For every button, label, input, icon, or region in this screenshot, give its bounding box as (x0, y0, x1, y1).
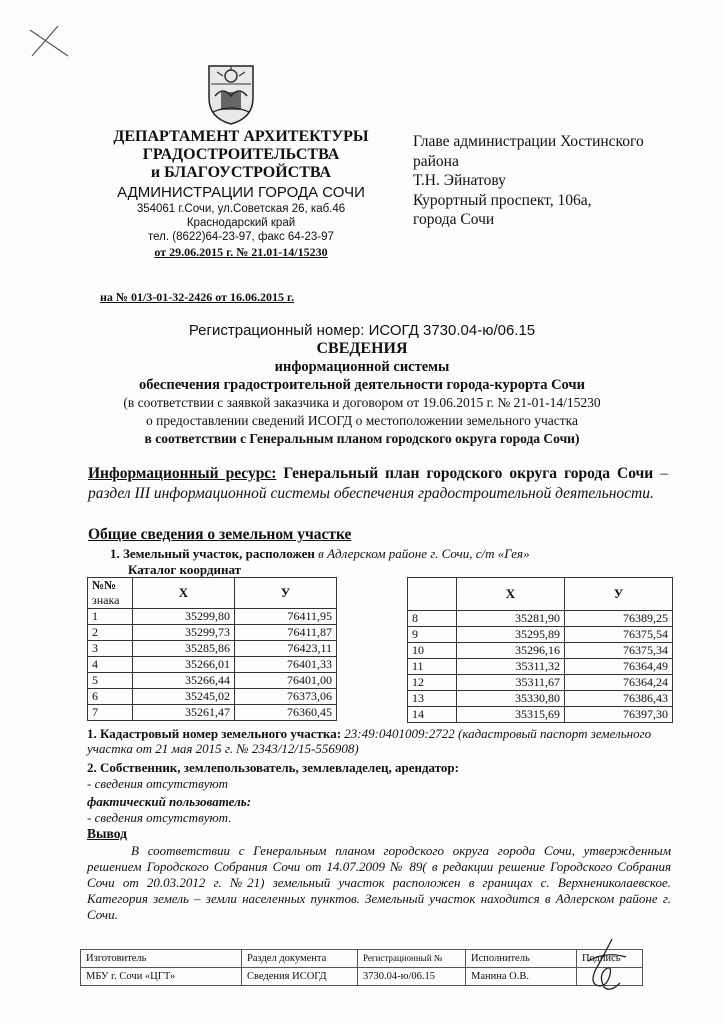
footer-header-regno: Регистрационный № (358, 950, 466, 968)
coord-x: 35299,80 (133, 609, 235, 625)
dept-name-line4: АДМИНИСТРАЦИИ ГОРОДА СОЧИ (117, 184, 365, 201)
conclusion-heading: Вывод (87, 826, 127, 841)
point-number: 7 (88, 705, 133, 721)
addressee-line2: района (413, 152, 459, 170)
department-header (96, 128, 386, 260)
document-subtitle1: информационной системы (274, 359, 450, 375)
point-number: 1 (88, 609, 133, 625)
outgoing-number: от 29.06.2015 г. № 21.01-14/15230 (154, 245, 328, 259)
coord-y: 76389,25 (565, 611, 673, 627)
information-resource (88, 464, 668, 504)
footer-header-section: Раздел документа (242, 950, 358, 968)
corner-pen-mark (18, 22, 78, 62)
resource-dash: – (653, 465, 669, 482)
coord-y: 76360,45 (235, 705, 337, 721)
handwritten-signature (576, 935, 636, 995)
table-row (88, 641, 337, 657)
table-row (408, 659, 673, 675)
addressee-block (413, 132, 713, 230)
point-number: 2 (88, 625, 133, 641)
addressee-line4: Курортный проспект, 106а, (413, 191, 592, 209)
table-row (88, 657, 337, 673)
coord-y: 76397,30 (565, 707, 673, 723)
coord-x: 35311,32 (457, 659, 565, 675)
coord-y: 76401,33 (235, 657, 337, 673)
cadastral-label: 1. Кадастровый номер земельного участка: (87, 726, 342, 741)
coordinates-table-left (87, 577, 337, 721)
sochi-coat-of-arms-emblem (203, 62, 259, 126)
col-header-number2: знака (88, 593, 133, 609)
point-number: 9 (408, 627, 457, 643)
coord-y: 76411,87 (235, 625, 337, 641)
table-row (408, 675, 673, 691)
document-footer-table (80, 949, 643, 986)
coord-x: 35299,73 (133, 625, 235, 641)
coord-y: 76364,49 (565, 659, 673, 675)
resource-name: Генеральный план городского округа города Сочи (283, 465, 654, 482)
coord-x: 35315,69 (457, 707, 565, 723)
coord-y: 76386,43 (565, 691, 673, 707)
coord-x: 35266,44 (133, 673, 235, 689)
coord-y: 76423,11 (235, 641, 337, 657)
table-row (408, 707, 673, 723)
point-number: 4 (88, 657, 133, 673)
owner-label: 2. Собственник, землепользователь, землевладелец, арендатор: (87, 760, 459, 775)
dept-address: 354061 г.Сочи, ул.Советская 26, каб.46 (136, 203, 346, 215)
basis-line1: (в соответствии с заявкой заказчика и договором от 19.06.2015 г. № 21-01-14/15230 (123, 395, 601, 410)
point-number: 11 (408, 659, 457, 675)
table-row (408, 627, 673, 643)
col-header-y: У (235, 578, 337, 609)
document-heading: СВЕДЕНИЯ (316, 340, 408, 357)
point-number: 10 (408, 643, 457, 659)
coordinates-left-body (88, 609, 337, 721)
cadastral-value: 23:49:0401009:2722 (кадастровый паспорт земельного участка от 21 мая 2015 г. № 2343/12/15-556908) (87, 726, 652, 756)
coord-x: 35285,86 (133, 641, 235, 657)
coord-x: 35281,90 (457, 611, 565, 627)
land-plot-value: в Адлерском районе г. Сочи, с/т «Гея» (314, 546, 530, 561)
table-row (88, 625, 337, 641)
footer-header-row (81, 950, 643, 968)
coord-x: 35296,16 (457, 643, 565, 659)
basis-line2: о предоставлении сведений ИСОГД о местоположении земельного участка (145, 413, 579, 428)
col-header-x: Х (457, 578, 565, 611)
coord-x: 35261,47 (133, 705, 235, 721)
table-row (88, 705, 337, 721)
coordinates-catalog-label: Каталог координат (128, 562, 242, 577)
footer-maker: МБУ г. Сочи «ЦГТ» (81, 968, 242, 986)
table-row (408, 691, 673, 707)
addressee-line1: Главе администрации Хостинского (413, 133, 644, 150)
coord-x: 35311,67 (457, 675, 565, 691)
coord-y: 76411,95 (235, 609, 337, 625)
point-number: 5 (88, 673, 133, 689)
coord-x: 35266,01 (133, 657, 235, 673)
actual-user-label: фактический пользователь: (87, 794, 252, 809)
point-number: 12 (408, 675, 457, 691)
resource-description: раздел III информационной системы обеспечения градостроительной деятельности. (88, 485, 654, 502)
col-header-number: №№ (88, 578, 133, 594)
dept-name-line1: ДЕПАРТАМЕНТ АРХИТЕКТУРЫ (113, 128, 369, 145)
footer-header-signature: Подпись (577, 950, 643, 968)
point-number: 8 (408, 611, 457, 627)
coord-y: 76373,06 (235, 689, 337, 705)
dept-name-line3: и БЛАГОУСТРОЙСТВА (150, 164, 332, 181)
footer-regno: 3730.04-ю/06.15 (358, 968, 466, 986)
resource-label: Информационный ресурс: (88, 465, 277, 482)
col-header-x: Х (133, 578, 235, 609)
owner-value: - сведения отсутствуют (87, 776, 229, 791)
table-header-row (88, 578, 337, 594)
document-title-block (0, 322, 724, 448)
point-number: 3 (88, 641, 133, 657)
coord-x: 35295,89 (457, 627, 565, 643)
addressee-line3: Т.Н. Эйнатову (413, 172, 506, 189)
incoming-reference: на № 01/3-01-32-2426 от 16.06.2015 г. (100, 290, 295, 304)
col-header-y: У (565, 578, 673, 611)
general-info-heading: Общие сведения о земельном участке (88, 526, 352, 543)
table-row (88, 609, 337, 625)
coord-y: 76375,54 (565, 627, 673, 643)
point-number: 6 (88, 689, 133, 705)
coord-y: 76401,00 (235, 673, 337, 689)
basis-line3: в соответствии с Генеральным планом городского округа города Сочи) (144, 431, 580, 446)
coord-y: 76375,34 (565, 643, 673, 659)
land-plot-location (110, 546, 530, 562)
footer-header-executor: Исполнитель (466, 950, 577, 968)
coord-x: 35330,80 (457, 691, 565, 707)
footer-executor: Манина О.В. (466, 968, 577, 986)
registration-number: Регистрационный номер: ИСОГД 3730.04-ю/06.15 (188, 322, 536, 339)
owner-section (87, 760, 677, 825)
footer-header-maker: Изготовитель (81, 950, 242, 968)
table-row (408, 643, 673, 659)
cadastral-number (87, 726, 677, 756)
point-number: 14 (408, 707, 457, 723)
footer-value-row (81, 968, 643, 986)
footer-section: Сведения ИСОГД (242, 968, 358, 986)
coordinates-right-body (408, 611, 673, 723)
dept-phone: тел. (8622)64-23-97, факс 64-23-97 (148, 231, 334, 243)
table-row (88, 673, 337, 689)
coord-y: 76364,24 (565, 675, 673, 691)
conclusion-text: В соответствии с Генеральным планом городского округа города Сочи, утвержденным решением Городского Собрания Сочи от 14.07.2009 № 89( в редакции решение Городского Собрания Сочи от 20.03.2012 г. №21) земельный участок расположен в границах с. Верхнениколаевское. Категория земель – земли населенных пунктов. Земельный участок находится в Адлерском районе г. Сочи. (87, 843, 671, 922)
document-subtitle2: обеспечения градостроительной деятельности города-курорта Сочи (139, 377, 585, 393)
table-row (408, 611, 673, 627)
addressee-line5: города Сочи (413, 211, 495, 228)
point-number: 13 (408, 691, 457, 707)
col-header-number-empty (408, 578, 457, 611)
actual-user-value: - сведения отсутствуют. (87, 810, 232, 825)
dept-region: Краснодарский край (186, 217, 296, 229)
table-header-row (408, 578, 673, 611)
land-plot-label: 1. Земельный участок, расположен (110, 546, 315, 561)
dept-name-line2: ГРАДОСТРОИТЕЛЬСТВА (142, 146, 340, 163)
coordinates-table-right (407, 577, 673, 723)
table-row (88, 689, 337, 705)
coord-x: 35245,02 (133, 689, 235, 705)
